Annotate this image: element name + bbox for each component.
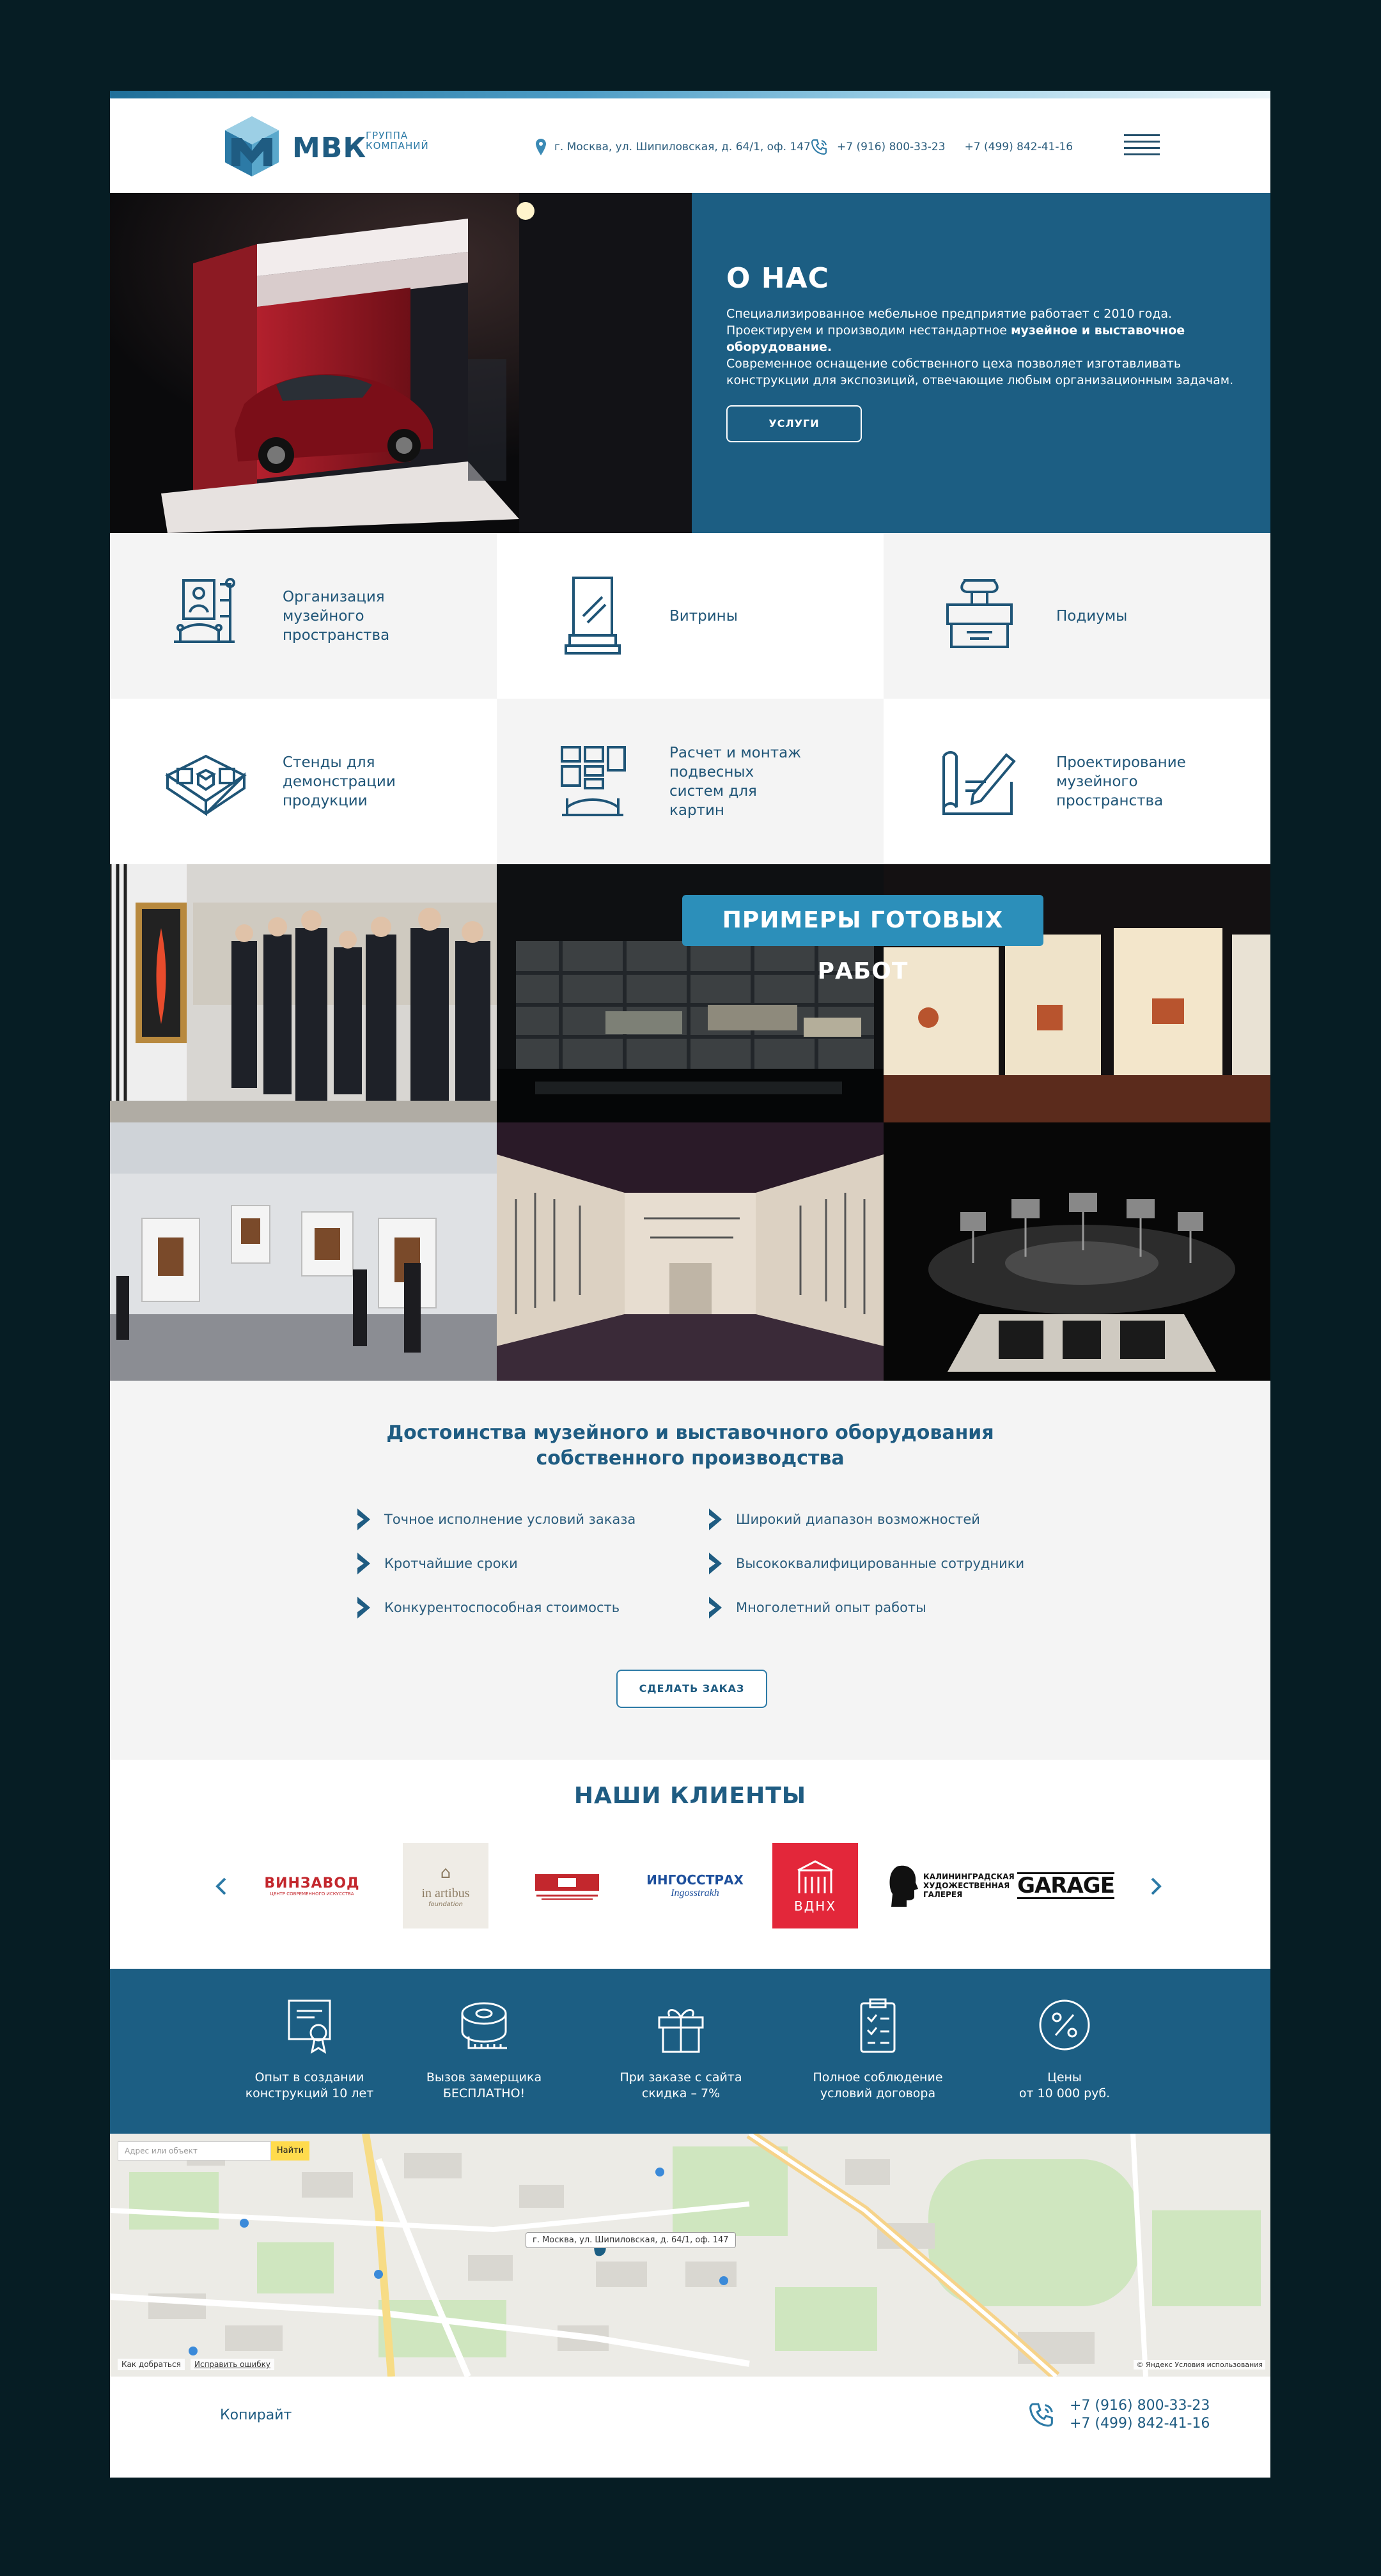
about-image	[110, 193, 692, 533]
header-phone-2[interactable]: +7 (499) 842-41-16	[964, 141, 1073, 153]
benefit-line-2: конструкций 10 лет	[245, 2086, 374, 2100]
client-sub: ЦЕНТР СОВРЕМЕННОГО ИСКУССТВА	[270, 1891, 354, 1897]
map-fix-error-link[interactable]: Исправить ошибку	[191, 2359, 274, 2370]
benefit-line-1: Вызов замерщика	[426, 2070, 542, 2084]
clients-title: НАШИ КЛИЕНТЫ	[573, 1783, 807, 1809]
client-logo-in-artibus[interactable]: ⌂ in artibus foundation	[403, 1843, 488, 1928]
client-name: КАЛИНИНГРАДСКАЯ ХУДОЖЕСТВЕННАЯ ГАЛЕРЕЯ	[923, 1872, 1015, 1899]
about-text	[726, 306, 1257, 389]
chevron-right-icon	[356, 1595, 373, 1620]
footer-phones	[1027, 2397, 1210, 2433]
chevron-right-icon	[356, 1507, 373, 1532]
advantage-text: Конкурентоспособная стоимость	[384, 1600, 620, 1615]
showcase-icon	[548, 571, 637, 661]
phone-icon	[1027, 2400, 1057, 2430]
profile-head-icon	[887, 1863, 919, 1908]
logo-mark-icon	[220, 114, 284, 178]
about-text-line-3: Современное оснащение собственного цеха позволяет изготавливать конструкции для экспозиций, отвечающие любым организационным задачам.	[726, 357, 1234, 387]
benefit-prices	[981, 1994, 1148, 2102]
service-showcases[interactable]	[497, 533, 884, 699]
advantage-item	[356, 1507, 636, 1532]
map-find-button[interactable]: Найти	[271, 2141, 309, 2161]
work-photo-4[interactable]	[110, 1122, 497, 1381]
tape-measure-icon	[453, 1994, 515, 2056]
works-gallery	[110, 864, 1270, 1381]
advantages-title-line-2: собственного производства	[536, 1447, 845, 1470]
client-name: ВДНХ	[793, 1898, 837, 1914]
service-podiums[interactable]	[884, 533, 1270, 699]
header	[110, 98, 1270, 193]
services-grid	[110, 533, 1270, 864]
map-widget[interactable]	[110, 2134, 1270, 2377]
advantage-item	[708, 1507, 980, 1532]
benefit-text	[226, 2070, 393, 2102]
client-logo-vinzavod[interactable]	[256, 1843, 368, 1928]
header-phone-1[interactable]: +7 (916) 800-33-23	[837, 141, 946, 153]
footer	[110, 2377, 1270, 2478]
about-text-line-1: Специализированное мебельное предприятие работает с 2010 года.	[726, 307, 1173, 321]
advantages-title-line-1: Достоинства музейного и выставочного оборудования	[386, 1422, 994, 1444]
work-photo-6[interactable]	[884, 1122, 1270, 1381]
work-photo-1[interactable]	[110, 864, 497, 1122]
service-label: Организация музейного пространства	[283, 588, 390, 644]
clipboard-icon	[847, 1994, 909, 2056]
clients-section	[110, 1760, 1270, 1969]
chevron-right-icon	[708, 1551, 724, 1576]
client-name: in artibus	[421, 1886, 470, 1900]
page	[110, 91, 1270, 2478]
about-section	[110, 193, 1270, 533]
menu-burger-icon[interactable]	[1124, 134, 1160, 157]
client-logo-vdnh[interactable]	[772, 1843, 858, 1928]
map-route-link[interactable]: Как добраться	[118, 2359, 185, 2370]
gift-icon	[650, 1994, 712, 2056]
arch-icon	[793, 1858, 838, 1896]
service-stands[interactable]	[110, 699, 497, 864]
advantages-title	[110, 1420, 1270, 1471]
service-hanging-systems[interactable]	[497, 699, 884, 864]
advantage-item	[708, 1551, 1024, 1576]
benefit-contract	[795, 1994, 961, 2102]
benefit-line-1: Полное соблюдение	[813, 2070, 943, 2084]
advantage-text: Многолетний опыт работы	[736, 1600, 926, 1615]
benefit-text	[981, 2070, 1148, 2102]
work-photo-5[interactable]	[497, 1122, 884, 1381]
about-text-line-2	[726, 322, 1257, 355]
advantage-text: Широкий диапазон возможностей	[736, 1512, 980, 1527]
benefits-section	[110, 1969, 1270, 2134]
chevron-right-icon	[708, 1507, 724, 1532]
advantage-text: Кротчайшие сроки	[384, 1556, 518, 1571]
address-text: г. Москва, ул. Шипиловская, д. 64/1, оф. 147	[554, 141, 811, 153]
benefit-line-1: При заказе с сайта	[620, 2070, 742, 2084]
benefit-experience	[226, 1994, 393, 2102]
service-museum-space[interactable]	[110, 533, 497, 699]
benefit-text	[795, 2070, 961, 2102]
advantage-item	[708, 1595, 926, 1620]
benefit-line-1: Цены	[1047, 2070, 1082, 2084]
about-text-2: Проектируем и производим нестандартное	[726, 323, 1011, 338]
header-address	[535, 138, 811, 156]
footer-phone-numbers	[1070, 2397, 1210, 2433]
service-label: Стенды для демонстрации продукции	[283, 754, 396, 809]
museum-space-icon	[161, 571, 251, 661]
benefit-line-1: Опыт в создании	[254, 2070, 364, 2084]
advantage-item	[356, 1551, 518, 1576]
logo-text: МВК	[292, 132, 367, 164]
advantage-item	[356, 1595, 620, 1620]
benefit-line-2: скидка – 7%	[641, 2086, 721, 2100]
benefit-line-2: БЕСПЛАТНО!	[442, 2086, 526, 2100]
footer-phone-1[interactable]: +7 (916) 800-33-23	[1070, 2398, 1210, 2414]
client-name: ИНГОССТРАХ	[646, 1872, 744, 1888]
logo-subtitle: ГРУППА КОМПАНИЙ	[366, 130, 429, 151]
header-phones	[810, 138, 1073, 156]
about-text-2-bold: музейное и выставочное оборудование.	[726, 323, 1185, 354]
benefit-text	[401, 2070, 567, 2102]
stand-icon	[161, 737, 251, 826]
phone-icon	[810, 138, 829, 156]
about-panel	[692, 193, 1270, 533]
advantage-text: Высококвалифицированные сотрудники	[736, 1556, 1025, 1571]
service-label: Витрины	[669, 607, 738, 625]
advantage-text: Точное исполнение условий заказа	[384, 1512, 636, 1527]
works-title: ПРИМЕРЫ ГОТОВЫХ РАБОТ	[682, 895, 1043, 946]
map-canvas[interactable]	[110, 2134, 1270, 2377]
location-pin-icon	[535, 138, 547, 156]
client-sub: Ingosstrakh	[671, 1888, 719, 1898]
client-logo-garage[interactable]	[1018, 1843, 1114, 1928]
client-sub: foundation	[428, 1901, 463, 1908]
hanging-system-icon	[548, 737, 637, 826]
service-label: Расчет и монтаж подвесных систем для картин	[669, 744, 801, 819]
client-name: GARAGE	[1017, 1873, 1114, 1898]
client-name: ВИНЗАВОД	[264, 1875, 360, 1891]
map-pin-label[interactable]: г. Москва, ул. Шипиловская, д. 64/1, оф. 147	[526, 2232, 736, 2248]
chevron-right-icon	[356, 1551, 373, 1576]
client-logo-kaliningrad-gallery[interactable]	[886, 1843, 1015, 1928]
chevron-right-icon[interactable]	[1146, 1874, 1165, 1899]
benefit-measurer	[401, 1994, 567, 2102]
map-copyright[interactable]: © Яндекс Условия использования	[1134, 2360, 1265, 2370]
chevron-right-icon	[708, 1595, 724, 1620]
service-design[interactable]	[884, 699, 1270, 864]
service-label: Подиумы	[1056, 607, 1128, 625]
percent-icon	[1034, 1994, 1095, 2056]
podium-icon	[935, 571, 1024, 661]
footer-phone-2[interactable]: +7 (499) 842-41-16	[1070, 2416, 1210, 2432]
order-button[interactable]: СДЕЛАТЬ ЗАКАЗ	[616, 1670, 767, 1708]
design-icon	[935, 737, 1024, 826]
chevron-left-icon[interactable]	[212, 1874, 231, 1899]
client-logo-ingosstrakh[interactable]	[647, 1843, 743, 1928]
copyright-link[interactable]: Копирайт	[220, 2407, 292, 2423]
service-label: Проектирование музейного пространства	[1056, 754, 1186, 809]
top-accent-bar	[110, 91, 1270, 98]
map-search-input[interactable]: Адрес или объект	[118, 2141, 271, 2161]
benefit-line-2: от 10 000 руб.	[1018, 2086, 1111, 2100]
services-button[interactable]: УСЛУГИ	[726, 405, 862, 442]
benefit-text	[598, 2070, 764, 2102]
certificate-icon	[279, 1994, 340, 2056]
benefit-discount	[598, 1994, 764, 2102]
about-title: О НАС	[726, 262, 829, 295]
advantages-section	[110, 1381, 1270, 1760]
benefit-line-2: условий договора	[820, 2086, 936, 2100]
client-logo-red[interactable]	[526, 1843, 609, 1928]
